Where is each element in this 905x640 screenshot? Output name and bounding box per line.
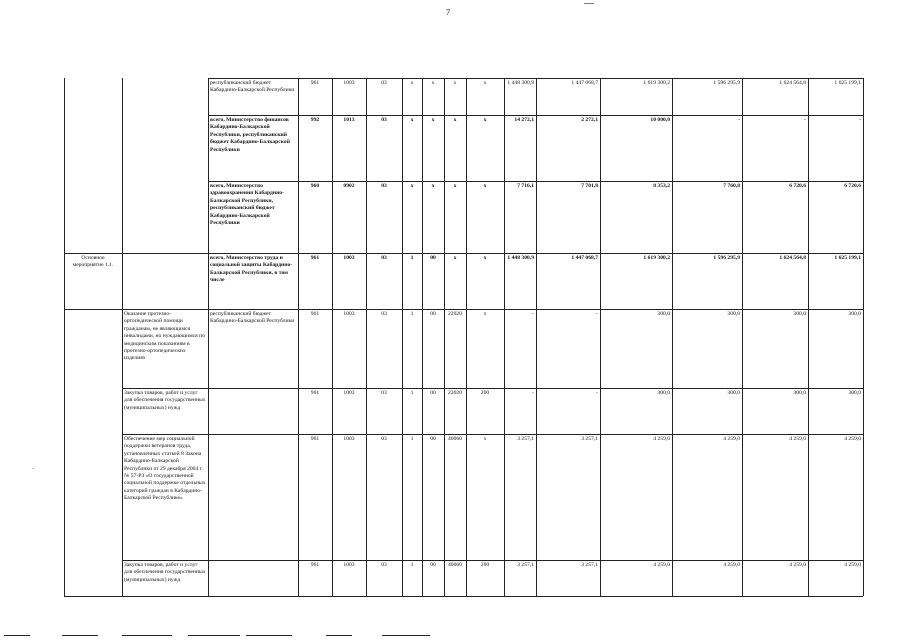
classification-code: 03 bbox=[381, 255, 387, 261]
budget-source: республиканский бюджет Кабардино-Балкарской Республики bbox=[210, 311, 295, 325]
amount-value: - bbox=[532, 311, 534, 317]
scan-mark bbox=[584, 3, 594, 4]
amount-value: 1 596 295,9 bbox=[713, 80, 740, 86]
classification-code: 03 bbox=[381, 390, 387, 396]
amount-value: 8 353,2 bbox=[653, 183, 670, 189]
classification-code: х bbox=[483, 436, 487, 442]
amount-value: 1 625 199,1 bbox=[834, 255, 861, 261]
classification-code: 00 bbox=[430, 562, 436, 568]
amount-value: 4 259,0 bbox=[653, 436, 670, 442]
amount-value: 2 272,1 bbox=[581, 117, 598, 123]
scan-artifact-line bbox=[122, 635, 172, 636]
amount-value: 4 259,0 bbox=[653, 562, 670, 568]
amount-value: 300,0 bbox=[727, 390, 740, 396]
classification-code: 992 bbox=[310, 117, 320, 123]
classification-code: 1003 bbox=[343, 562, 355, 568]
table-row-line bbox=[208, 181, 863, 182]
table-row-line bbox=[64, 253, 863, 254]
table-column-line bbox=[122, 78, 123, 596]
scan-artifact-line bbox=[382, 635, 430, 636]
classification-code: 22020 bbox=[448, 311, 462, 317]
classification-code: 03 bbox=[381, 80, 387, 86]
amount-value: - bbox=[532, 390, 534, 396]
classification-code: 960 bbox=[310, 183, 320, 189]
classification-code: х bbox=[410, 117, 414, 123]
budget-source: всего, Министерство финансов Кабардино-Балкарской Республики, республиканский бюджет Кабардино-Балкарской Республики bbox=[210, 117, 290, 153]
amount-value: 4 259,0 bbox=[844, 436, 861, 442]
amount-value: 300,0 bbox=[848, 311, 861, 317]
classification-code: 200 bbox=[480, 562, 490, 568]
amount-value: 4 259,0 bbox=[723, 436, 740, 442]
table-row-line bbox=[64, 596, 863, 597]
scan-artifact-line bbox=[62, 635, 98, 636]
amount-value: 1 596 295,9 bbox=[713, 255, 740, 261]
row-description: Оказание протезно-ортопедической помощи гражданам, не являющимся инвалидами, но нуждающимся по медицинским показаниям в протезно-ортопедических изделиях bbox=[124, 311, 205, 362]
amount-value: 300,0 bbox=[848, 390, 861, 396]
amount-value: 300,0 bbox=[793, 390, 806, 396]
amount-value: 4 259,0 bbox=[723, 562, 740, 568]
classification-code: 03 bbox=[381, 117, 387, 123]
classification-code: 00 bbox=[430, 390, 436, 396]
amount-value: - bbox=[596, 390, 598, 396]
amount-value: 300,0 bbox=[657, 390, 670, 396]
classification-code: 1 bbox=[410, 562, 414, 568]
classification-code: 961 bbox=[310, 80, 320, 86]
amount-value: 3 257,1 bbox=[581, 436, 598, 442]
classification-code: 0902 bbox=[343, 183, 355, 189]
amount-value: 1 625 199,1 bbox=[834, 80, 861, 86]
classification-code: 961 bbox=[310, 311, 320, 317]
table-row-line bbox=[122, 560, 863, 561]
classification-code: х bbox=[431, 80, 435, 86]
table-row-line bbox=[208, 78, 863, 79]
classification-code: 1 bbox=[410, 255, 414, 261]
budget-source: республиканский бюджет Кабардино-Балкарской Республики bbox=[210, 80, 295, 94]
budget-table bbox=[64, 78, 863, 596]
classification-code: х bbox=[453, 80, 457, 86]
amount-value: 1 619 300,2 bbox=[643, 255, 670, 261]
row-description: Закупка товаров, работ и услуг для обеспечения государственных (муниципальных) нужд bbox=[124, 390, 206, 411]
amount-value: 6 720,6 bbox=[844, 183, 861, 189]
amount-value: 1 624 564,8 bbox=[779, 255, 806, 261]
classification-code: 03 bbox=[381, 311, 387, 317]
budget-source: всего, Министерство здравоохранения Кабардино-Балкарской Республики, республиканский бюджет Кабардино-Балкарской Республики bbox=[210, 183, 284, 227]
classification-code: 00 bbox=[430, 311, 436, 317]
amount-value: 300,0 bbox=[727, 311, 740, 317]
classification-code: 961 bbox=[310, 255, 320, 261]
classification-code: 1 bbox=[410, 311, 414, 317]
classification-code: х bbox=[410, 183, 414, 189]
classification-code: 40060 bbox=[448, 436, 462, 442]
table-row-line bbox=[122, 434, 863, 435]
classification-code: 1003 bbox=[343, 80, 355, 86]
amount-value: 1 619 300,2 bbox=[643, 80, 670, 86]
classification-code: 961 bbox=[310, 390, 320, 396]
classification-code: 1013 bbox=[343, 117, 355, 123]
table-column-line bbox=[208, 78, 209, 596]
classification-code: 00 bbox=[430, 436, 436, 442]
amount-value: 7 701,8 bbox=[581, 183, 598, 189]
classification-code: 200 bbox=[480, 390, 490, 396]
classification-code: 1003 bbox=[343, 311, 355, 317]
amount-value: - bbox=[738, 117, 740, 123]
scan-mark: - bbox=[32, 466, 34, 472]
classification-code: х bbox=[483, 80, 487, 86]
classification-code: х bbox=[453, 255, 457, 261]
amount-value: 1 447 068,7 bbox=[571, 80, 598, 86]
table-row-line bbox=[208, 115, 863, 116]
table-row-line bbox=[64, 309, 863, 310]
amount-value: 10 000,0 bbox=[650, 117, 670, 123]
scan-artifact-line bbox=[188, 635, 240, 636]
amount-value: - bbox=[804, 117, 806, 123]
classification-code: 1 bbox=[410, 436, 414, 442]
amount-value: 1 448 300,9 bbox=[507, 80, 534, 86]
amount-value: 6 720,6 bbox=[789, 183, 806, 189]
amount-value: - bbox=[859, 117, 861, 123]
scan-artifact-line bbox=[246, 635, 292, 636]
row-label: Основное мероприятие 1.1. bbox=[72, 255, 114, 269]
scan-artifact-line bbox=[4, 635, 30, 636]
classification-code: 03 bbox=[381, 183, 387, 189]
row-description: Закупка товаров, работ и услуг для обеспечения государственных (муниципальных) нужд bbox=[124, 562, 206, 583]
amount-value: 3 257,1 bbox=[517, 562, 534, 568]
classification-code: х bbox=[483, 311, 487, 317]
classification-code: 961 bbox=[310, 562, 320, 568]
row-description: Обеспечение мер социальной поддержки ветеранов труда, установленных статьей 8 Закона Кабардино-Балкарской Республики от 29 декабря 2004 г. № 57-РЗ «О государственной социальной поддержке отдельных категорий граждан в Кабардино-Балкарской Республике» bbox=[124, 436, 206, 502]
table-row-line bbox=[122, 388, 863, 389]
table-column-line bbox=[863, 78, 864, 596]
amount-value: 4 259,0 bbox=[789, 562, 806, 568]
classification-code: х bbox=[483, 117, 487, 123]
classification-code: х bbox=[453, 117, 457, 123]
amount-value: 300,0 bbox=[657, 311, 670, 317]
classification-code: 1003 bbox=[343, 436, 355, 442]
amount-value: 1 624 564,8 bbox=[779, 80, 806, 86]
page-number: 7 bbox=[446, 8, 450, 17]
classification-code: 03 bbox=[381, 436, 387, 442]
classification-code: х bbox=[431, 183, 435, 189]
amount-value: 1 447 068,7 bbox=[571, 255, 598, 261]
amount-value: 4 259,0 bbox=[789, 436, 806, 442]
classification-code: х bbox=[453, 183, 457, 189]
scan-artifact-line bbox=[326, 635, 352, 636]
classification-code: 22020 bbox=[448, 390, 462, 396]
amount-value: 7 760,8 bbox=[723, 183, 740, 189]
classification-code: х bbox=[410, 80, 414, 86]
amount-value: 300,0 bbox=[793, 311, 806, 317]
amount-value: 14 272,1 bbox=[514, 117, 534, 123]
classification-code: 03 bbox=[381, 562, 387, 568]
classification-code: х bbox=[431, 117, 435, 123]
amount-value: 4 259,0 bbox=[844, 562, 861, 568]
amount-value: - bbox=[596, 311, 598, 317]
classification-code: х bbox=[483, 183, 487, 189]
amount-value: 3 257,1 bbox=[517, 436, 534, 442]
budget-source: всего, Министерство труда и социальной защиты Кабардино-Балкарской Республики, в том числе bbox=[210, 255, 293, 284]
classification-code: х bbox=[483, 255, 487, 261]
classification-code: 961 bbox=[310, 436, 320, 442]
amount-value: 1 448 300,9 bbox=[507, 255, 534, 261]
classification-code: 1003 bbox=[343, 255, 355, 261]
amount-value: 3 257,1 bbox=[581, 562, 598, 568]
classification-code: 40060 bbox=[448, 562, 462, 568]
classification-code: 1003 bbox=[343, 390, 355, 396]
amount-value: 7 716,1 bbox=[517, 183, 534, 189]
table-column-line bbox=[64, 78, 65, 596]
classification-code: 00 bbox=[430, 255, 436, 261]
classification-code: 1 bbox=[410, 390, 414, 396]
